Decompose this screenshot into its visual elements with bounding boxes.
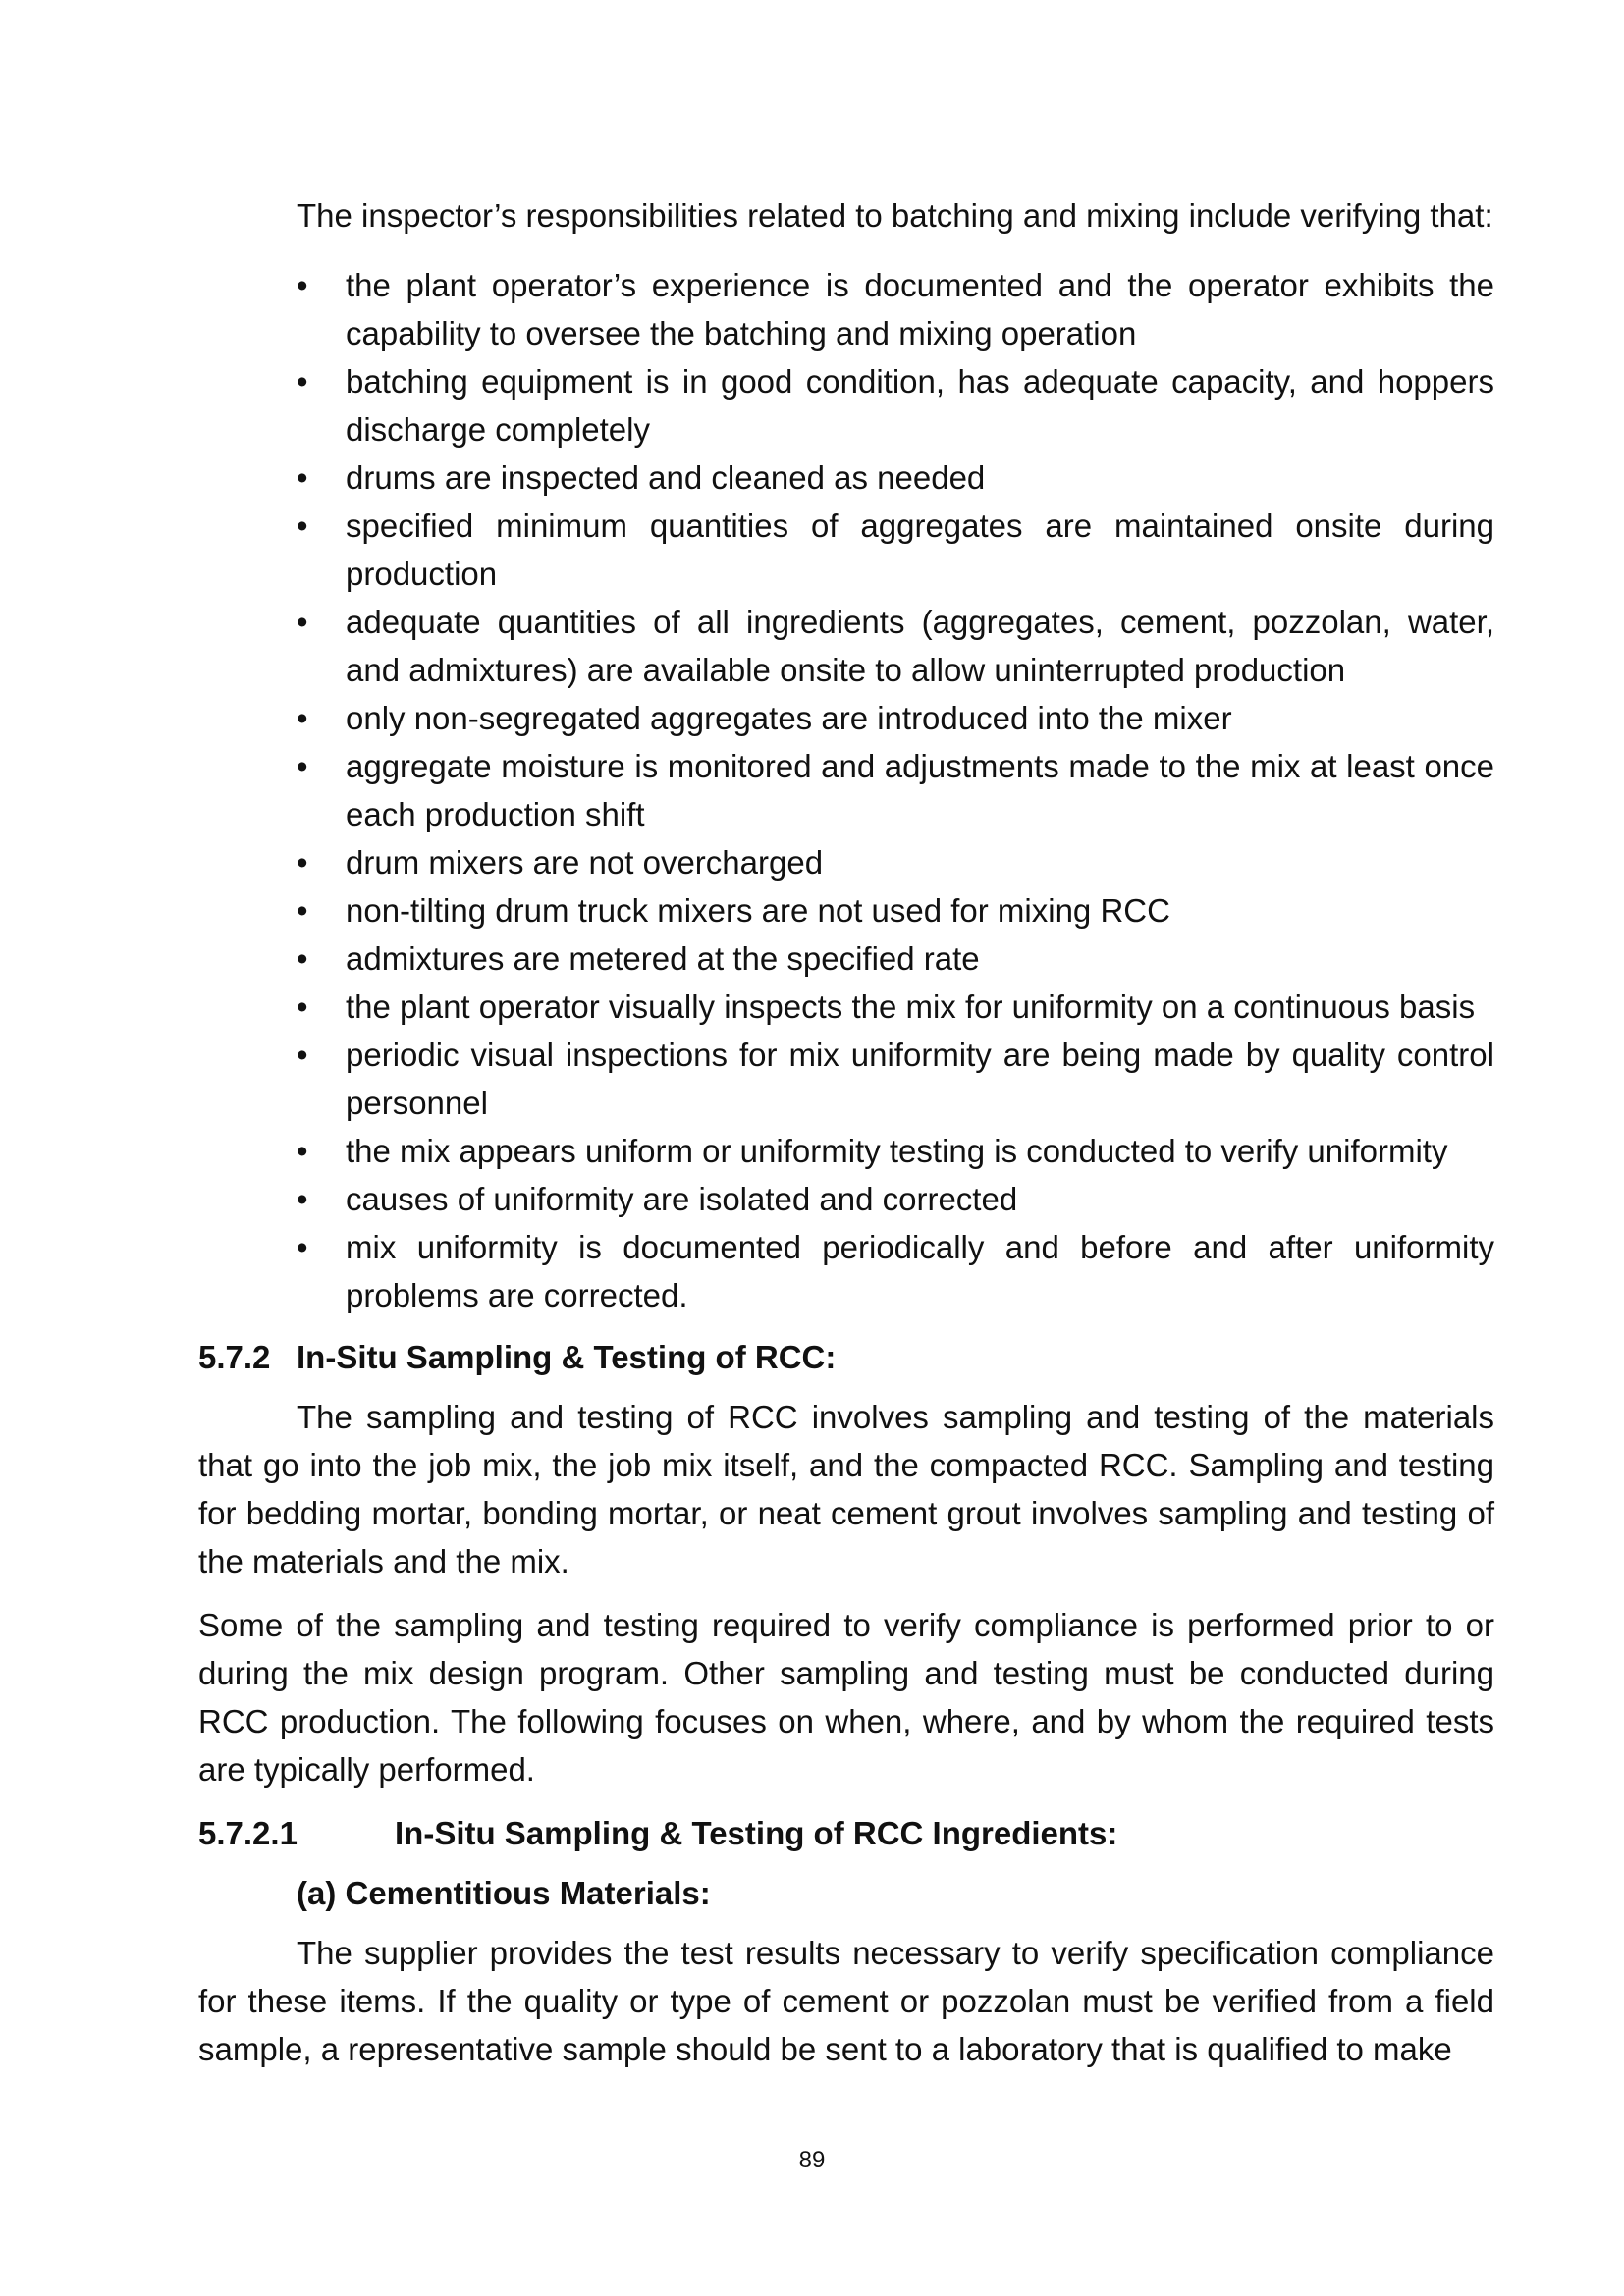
bullet-icon: • [297, 1133, 308, 1169]
section-paragraph: The sampling and testing of RCC involves sampling and testing of the materials that go into the job mix, the job mix itself, and the compacted RCC. Sampling and testing for bedding mortar, bonding mortar, or neat cement grout involves sampling and testing of the materials and the mix. [198, 1399, 1494, 1579]
list-item [198, 1223, 1494, 1319]
list-item [198, 1127, 1494, 1175]
list-item [198, 357, 1494, 454]
list-item [198, 983, 1494, 1031]
bullet-icon: • [297, 1037, 308, 1073]
bullet-icon: • [297, 844, 308, 881]
list-item-text: the mix appears uniform or uniformity testing is conducted to verify uniformity [346, 1133, 1448, 1169]
list-item-text: mix uniformity is documented periodically and before and after uniformity problems are corrected. [346, 1229, 1494, 1313]
list-item [198, 742, 1494, 838]
section-paragraph: The supplier provides the test results necessary to verify specification compliance for these items. If the quality or type of cement or pozzolan must be verified from a field sample, a representative sample should be sent to a laboratory that is qualified to make [198, 1935, 1494, 2067]
bullet-icon: • [297, 604, 308, 640]
list-item-text: admixtures are metered at the specified rate [346, 940, 980, 977]
bullet-icon: • [297, 892, 308, 929]
section-number: 5.7.2 [198, 1339, 271, 1375]
bullet-icon: • [297, 267, 308, 303]
list-item [198, 934, 1494, 983]
bullet-icon: • [297, 988, 308, 1025]
list-item [198, 838, 1494, 886]
list-item [198, 598, 1494, 694]
list-item-text: aggregate moisture is monitored and adjustments made to the mix at least once each production shift [346, 748, 1494, 832]
document-page [198, 191, 1494, 2073]
list-item [198, 454, 1494, 502]
list-item [198, 502, 1494, 598]
bullet-icon: • [297, 459, 308, 496]
section-heading-5-7-2-1 [198, 1809, 1494, 1857]
list-item-text: batching equipment is in good condition, has adequate capacity, and hoppers discharge completely [346, 363, 1494, 448]
page-number: 89 [798, 2147, 826, 2173]
bullet-icon: • [297, 1181, 308, 1217]
list-item-text: only non-segregated aggregates are introduced into the mixer [346, 700, 1232, 736]
subsection-heading-cementitious: (a) Cementitious Materials: [297, 1875, 711, 1911]
bullet-icon: • [297, 363, 308, 400]
section-title: In-Situ Sampling & Testing of RCC: [297, 1339, 837, 1375]
bullet-icon: • [297, 1229, 308, 1265]
list-item-text: non-tilting drum truck mixers are not used for mixing RCC [346, 892, 1170, 929]
bullet-icon: • [297, 700, 308, 736]
section-heading-5-7-2 [198, 1333, 1494, 1381]
list-item [198, 694, 1494, 742]
list-item-text: drums are inspected and cleaned as needed [346, 459, 986, 496]
section-title: In-Situ Sampling & Testing of RCC Ingredients: [395, 1815, 1118, 1851]
list-item-text: the plant operator visually inspects the mix for uniformity on a continuous basis [346, 988, 1476, 1025]
list-item-text: causes of uniformity are isolated and corrected [346, 1181, 1018, 1217]
list-item [198, 1175, 1494, 1223]
list-item-text: specified minimum quantities of aggregates are maintained onsite during production [346, 507, 1494, 592]
list-item [198, 886, 1494, 934]
intro-paragraph: The inspector’s responsibilities related to batching and mixing include verifying that: [297, 197, 1493, 234]
responsibilities-list [198, 261, 1494, 1319]
list-item [198, 261, 1494, 357]
list-item-text: the plant operator’s experience is documented and the operator exhibits the capability to oversee the batching and mixing operation [346, 267, 1494, 351]
list-item-text: adequate quantities of all ingredients (aggregates, cement, pozzolan, water, and admixtures) are available onsite to allow uninterrupted production [346, 604, 1494, 688]
list-item-text: drum mixers are not overcharged [346, 844, 824, 881]
section-paragraph: Some of the sampling and testing required to verify compliance is performed prior to or during the mix design program. Other sampling and testing must be conducted during RCC production. The following focuses on when, where, and by whom the required tests are typically performed. [198, 1607, 1494, 1788]
bullet-icon: • [297, 507, 308, 544]
bullet-icon: • [297, 748, 308, 784]
list-item-text: periodic visual inspections for mix uniformity are being made by quality control personnel [346, 1037, 1494, 1121]
list-item [198, 1031, 1494, 1127]
bullet-icon: • [297, 940, 308, 977]
section-number: 5.7.2.1 [198, 1815, 298, 1851]
